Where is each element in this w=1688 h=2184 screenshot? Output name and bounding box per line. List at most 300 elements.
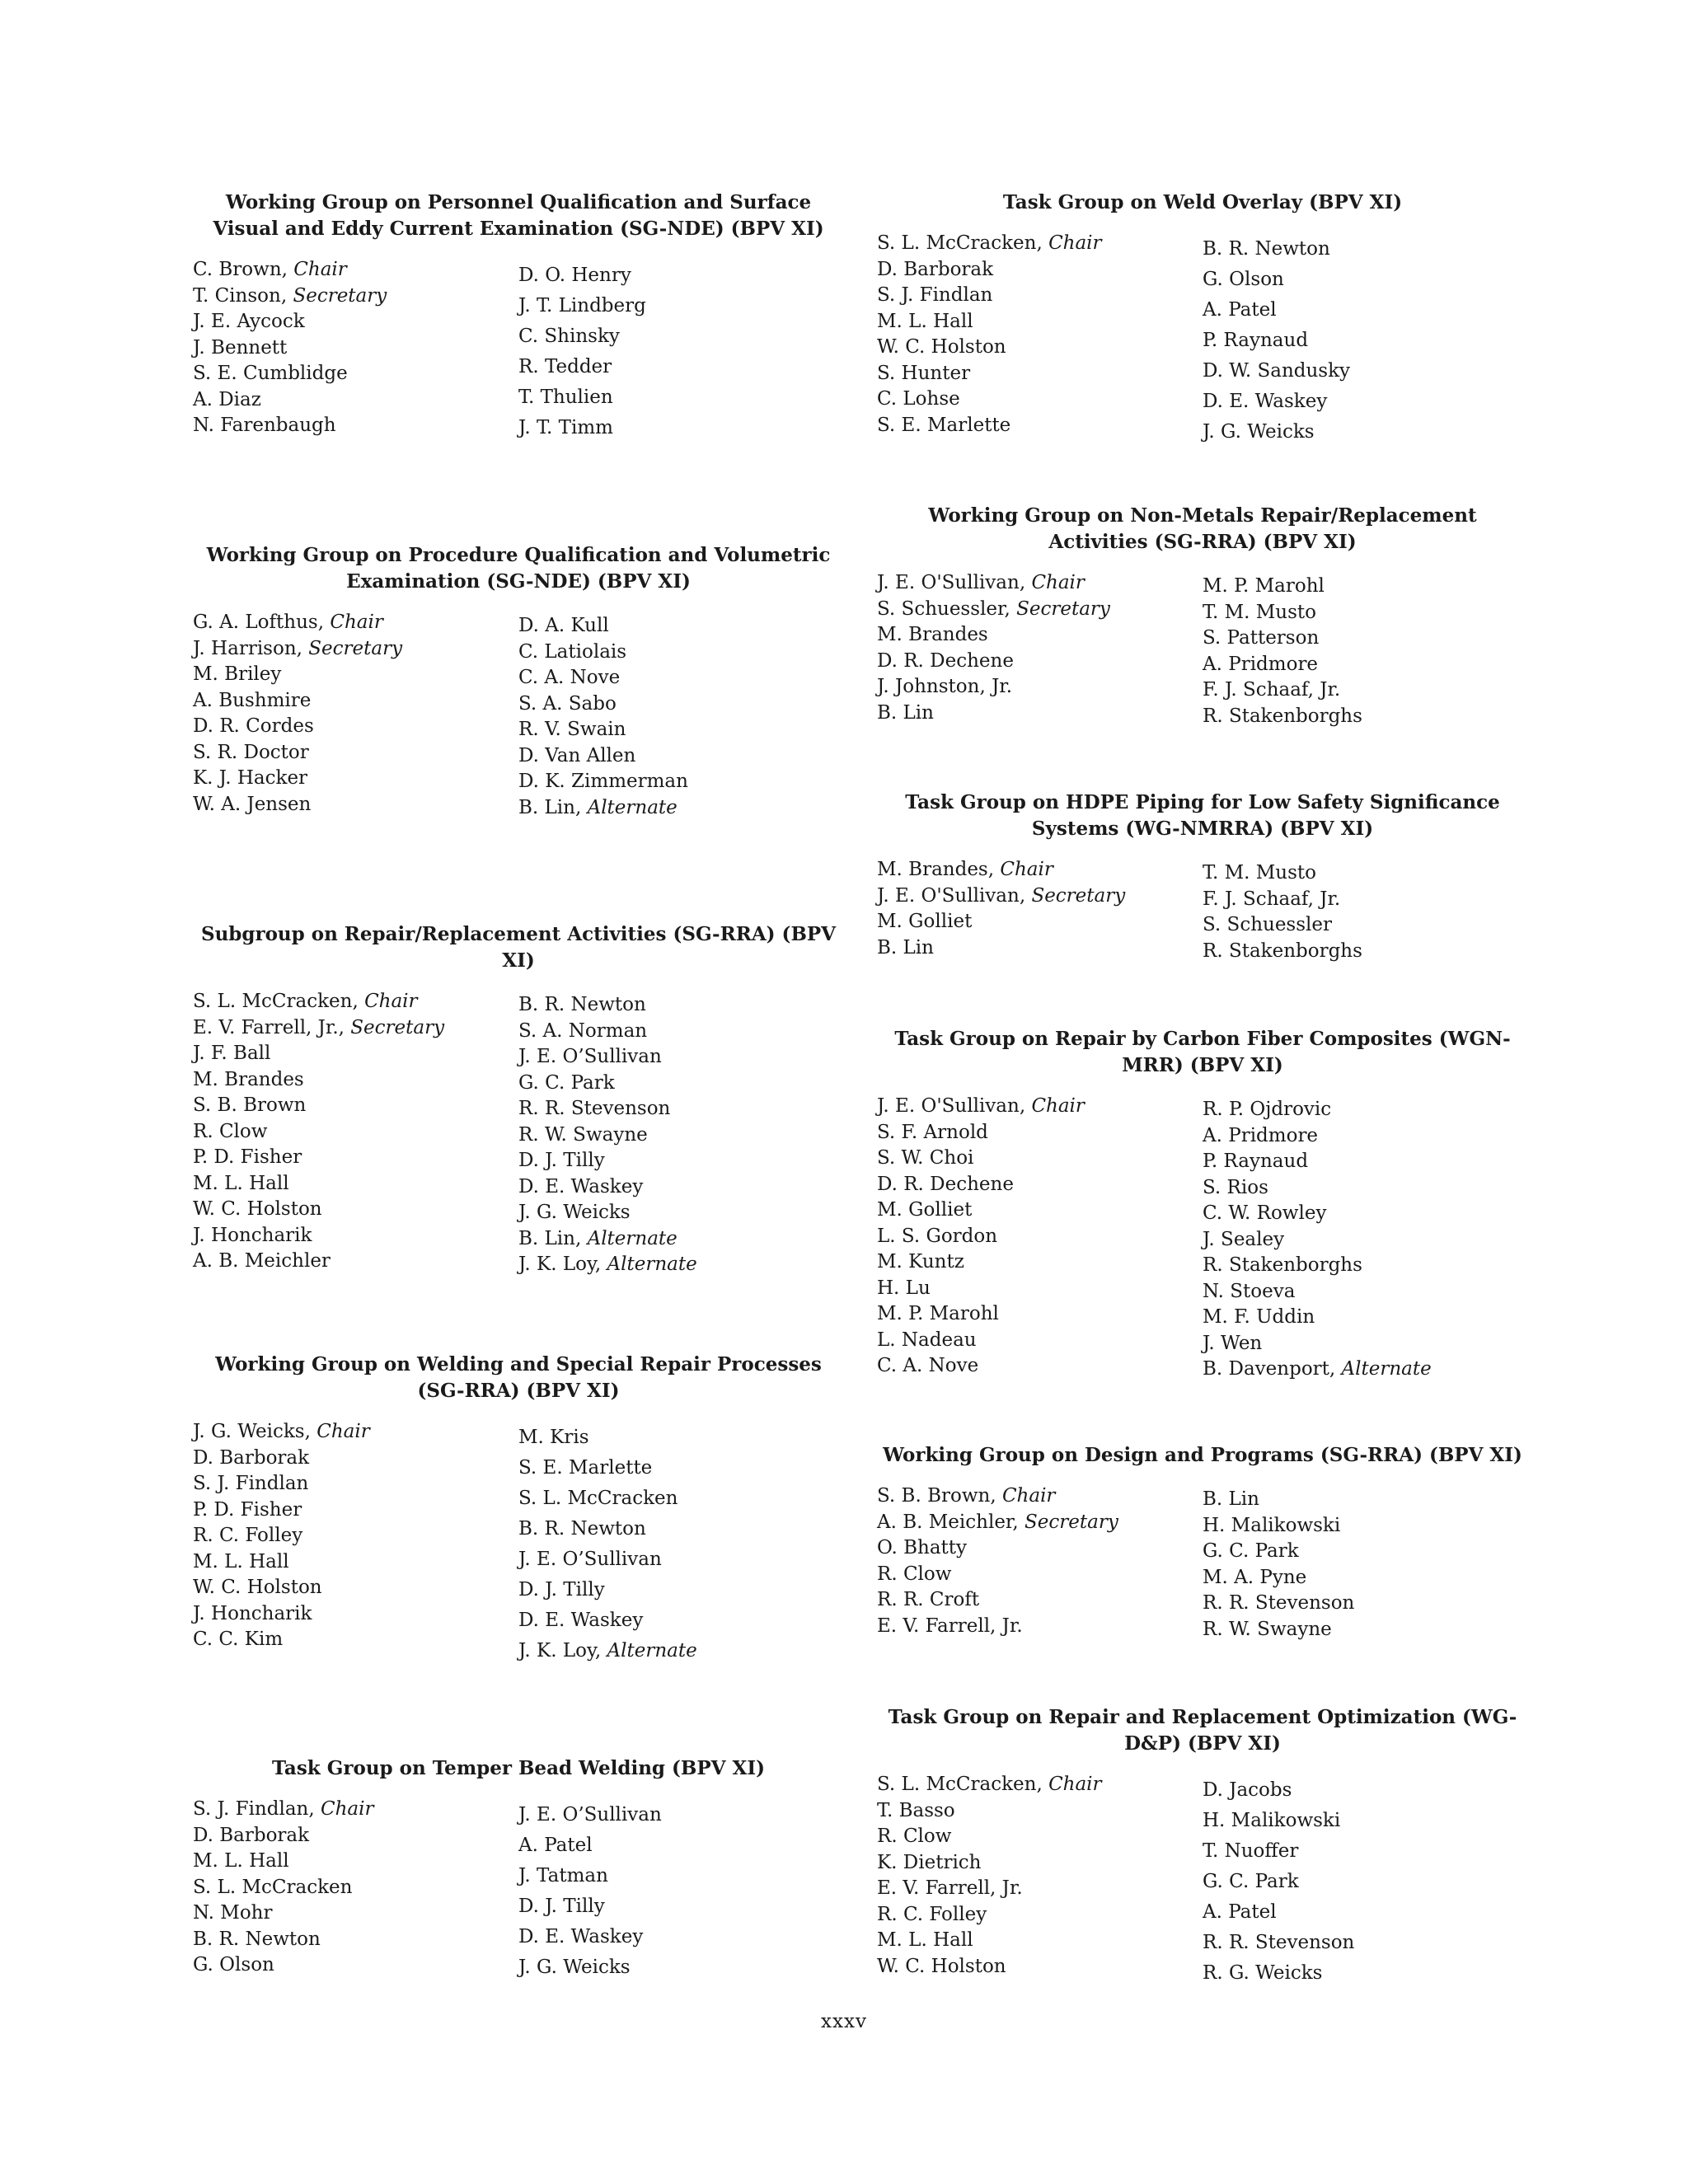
member-entry: [518, 1483, 844, 1514]
committee-section: [877, 503, 1528, 729]
member-entry: G. A. Lofthus, Chair: [193, 612, 383, 633]
member-name: D. Jacobs: [1203, 1779, 1292, 1801]
member-name: J. K. Loy: [518, 1254, 595, 1275]
section-title: Subgroup on Repair/Replacement Activities (SG-RRA) (BPV XI): [200, 923, 837, 972]
member-column-left: [877, 1772, 1203, 1989]
member-name: R. Clow: [193, 1120, 268, 1142]
member-entry: [193, 1446, 518, 1472]
member-entry: [1203, 1836, 1528, 1867]
member-entry: [1203, 417, 1528, 448]
member-entry: [877, 1954, 1203, 1980]
member-entry: [193, 1223, 518, 1249]
member-column-left: [193, 1419, 518, 1666]
member-entry: [877, 909, 1203, 935]
member-name: S. Schuessler: [877, 598, 1005, 620]
member-entry: [518, 1453, 844, 1483]
member-entry: [1203, 677, 1528, 704]
member-name: A. Patel: [518, 1835, 593, 1856]
member-columns: [877, 857, 1528, 964]
member-name: J. Honcharik: [193, 1224, 312, 1246]
member-entry: [1203, 295, 1528, 326]
member-entry: [518, 291, 844, 321]
member-name: R. R. Stevenson: [518, 1098, 671, 1119]
member-name: N. Mohr: [193, 1902, 273, 1924]
member-column-right: [1203, 1483, 1528, 1643]
section-title: Task Group on Weld Overlay (BPV XI): [1002, 191, 1403, 213]
member-entry: [518, 1044, 844, 1071]
member-entry: [1203, 265, 1528, 295]
member-entry: [518, 717, 844, 743]
member-entry: [193, 335, 518, 362]
member-entry: [518, 413, 844, 443]
committee-section: [193, 190, 844, 443]
member-name: J. G. Weicks: [518, 1202, 631, 1223]
member-name: J. Bennett: [193, 336, 288, 359]
member-entry: [193, 766, 518, 792]
member-name: D. E. Waskey: [518, 1926, 644, 1947]
member-name: S. E. Marlette: [518, 1457, 653, 1479]
member-name: R. C. Folley: [193, 1525, 303, 1546]
member-role: Chair: [1048, 232, 1102, 254]
member-name: J. K. Loy: [518, 1640, 595, 1661]
member-entry: [193, 1952, 518, 1979]
member-column-left: [193, 257, 518, 443]
member-name: J. Harrison: [193, 637, 297, 659]
member-entry: [518, 1922, 844, 1952]
member-entry: J. K. Loy, Alternate: [518, 1254, 697, 1275]
member-entry: [518, 665, 844, 691]
member-name: M. Brandes: [877, 624, 988, 645]
member-entry: [193, 714, 518, 740]
member-entry: [1203, 1617, 1528, 1643]
member-name: D. E. Waskey: [518, 1610, 644, 1631]
member-name: S. Schuessler: [1203, 914, 1333, 935]
member-name: T. M. Musto: [1203, 601, 1317, 623]
member-entry: [518, 769, 844, 795]
member-name: B. R. Newton: [193, 1928, 321, 1950]
member-name: W. C. Holston: [193, 1198, 322, 1220]
member-column-right: [1203, 857, 1528, 964]
member-role: Chair: [330, 612, 383, 633]
member-entry: [518, 1605, 844, 1636]
member-entry: C. Brown, Chair: [193, 259, 347, 280]
member-entry: S. Schuessler, Secretary: [877, 598, 1110, 620]
member-entry: [877, 649, 1203, 675]
member-name: R. W. Swayne: [518, 1123, 648, 1146]
member-name: P. D. Fisher: [193, 1146, 302, 1168]
member-name: T. M. Musto: [1203, 862, 1317, 883]
member-name: P. Raynaud: [1203, 330, 1309, 351]
member-entry: [518, 352, 844, 382]
member-entry: [1203, 1928, 1528, 1958]
member-entry: [518, 691, 844, 718]
member-name: M. A. Pyne: [1203, 1566, 1307, 1588]
member-columns: [877, 570, 1528, 729]
member-entry: B. Lin, Alternate: [518, 1227, 678, 1249]
member-entry: [1203, 704, 1528, 730]
member-entry: [1203, 1279, 1528, 1305]
member-entry: J. G. Weicks, Chair: [193, 1421, 370, 1442]
member-name: R. G. Weicks: [1203, 1962, 1323, 1984]
member-name: G. A. Lofthus: [193, 612, 318, 633]
member-entry: [1203, 1175, 1528, 1202]
member-name: J. G. Weicks: [193, 1421, 305, 1442]
member-entry: [877, 1328, 1203, 1354]
member-entry: [1203, 1305, 1528, 1331]
member-name: D. R. Dechene: [877, 649, 1014, 672]
member-entry: [1203, 1565, 1528, 1591]
member-name: J. Honcharik: [193, 1602, 312, 1624]
member-entry: [877, 1562, 1203, 1588]
member-entry: [877, 387, 1203, 413]
member-entry: [877, 257, 1203, 284]
member-column-left: [877, 857, 1203, 964]
member-entry: [1203, 1591, 1528, 1617]
member-entry: [193, 1549, 518, 1576]
member-name: N. Farenbaugh: [193, 415, 336, 436]
member-name: R. V. Swain: [518, 719, 626, 740]
member-columns: [193, 610, 844, 821]
member-entry: [193, 1823, 518, 1849]
member-name: R. R. Stevenson: [1203, 1592, 1355, 1614]
page-number: xxxv: [821, 2011, 867, 2032]
member-name: S. L. McCracken: [193, 1876, 353, 1898]
member-entry: [877, 935, 1203, 962]
member-columns: [193, 257, 844, 443]
member-entry: [877, 674, 1203, 701]
member-name: B. R. Newton: [1203, 238, 1330, 260]
member-column-left: [193, 610, 518, 821]
member-name: D. Van Allen: [518, 744, 636, 766]
member-name: C. A. Nove: [877, 1355, 979, 1376]
member-entry: [193, 740, 518, 766]
member-entry: [193, 1497, 518, 1524]
member-name: M. Briley: [193, 663, 282, 685]
section-title: Task Group on Repair by Carbon Fiber Composites (WGN-MRR) (BPV XI): [894, 1028, 1511, 1076]
member-name: S. L. McCracken: [877, 1774, 1037, 1795]
member-name: M. Brandes: [193, 1068, 304, 1090]
member-entry: [518, 1200, 844, 1226]
member-entry: E. V. Farrell, Jr., Secretary: [193, 1016, 445, 1038]
section-title: Task Group on Repair and Replacement Optimization (WG-D&P) (BPV XI): [888, 1706, 1517, 1755]
member-entry: [1203, 600, 1528, 626]
member-entry: [877, 1876, 1203, 1902]
member-entry: [1203, 939, 1528, 965]
member-entry: [877, 1172, 1203, 1198]
member-entry: [877, 1276, 1203, 1302]
member-role: Alternate: [587, 796, 678, 818]
member-entry: [1203, 1775, 1528, 1806]
member-name: R. Clow: [877, 1825, 952, 1847]
member-entry: [1203, 1201, 1528, 1227]
member-name: B. R. Newton: [518, 994, 646, 1015]
member-entry: [1203, 356, 1528, 387]
member-entry: [518, 382, 844, 413]
member-entry: [877, 1249, 1203, 1276]
member-entry: [1203, 234, 1528, 265]
member-entry: [518, 1830, 844, 1861]
member-name: A. Pridmore: [1203, 1124, 1319, 1146]
member-name: T. Basso: [877, 1799, 955, 1821]
member-role: Chair: [364, 991, 418, 1012]
member-name: C. W. Rowley: [1203, 1202, 1327, 1224]
member-entry: [518, 1122, 844, 1149]
member-role: Chair: [1000, 859, 1053, 880]
member-name: S. R. Doctor: [193, 741, 309, 763]
member-name: R. R. Croft: [877, 1589, 980, 1610]
member-entry: [193, 1249, 518, 1275]
member-name: J. E. O'Sullivan: [877, 1095, 1020, 1117]
member-name: D. W. Sandusky: [1203, 360, 1351, 382]
member-entry: [877, 1798, 1203, 1825]
member-name: R. Clow: [877, 1563, 952, 1585]
member-entry: [877, 1224, 1203, 1250]
member-name: T. Nuoffer: [1203, 1840, 1299, 1862]
member-entry: [1203, 1331, 1528, 1357]
member-entry: B. Lin, Alternate: [518, 796, 678, 818]
member-name: G. C. Park: [518, 1071, 615, 1094]
member-entry: [518, 1148, 844, 1174]
member-name: H. Malikowski: [1203, 1810, 1341, 1831]
member-entry: [877, 1614, 1203, 1640]
member-name: P. D. Fisher: [193, 1498, 302, 1521]
member-entry: [877, 1301, 1203, 1328]
member-entry: [1203, 1227, 1528, 1254]
committee-section: [193, 921, 844, 1278]
member-name: M. Kris: [518, 1427, 589, 1448]
member-entry: [877, 701, 1203, 727]
member-name: S. L. McCracken: [518, 1488, 678, 1509]
member-name: T. Thulien: [518, 387, 613, 408]
member-name: J. G. Weicks: [518, 1957, 631, 1978]
section-title: Task Group on HDPE Piping for Low Safety Significance Systems (WG-NMRRA) (BPV XI): [905, 791, 1500, 840]
member-name: J. E. O'Sullivan: [877, 884, 1020, 907]
member-entry: [518, 1575, 844, 1605]
member-entry: [877, 1120, 1203, 1146]
member-name: C. Lohse: [877, 388, 960, 410]
member-entry: [518, 1891, 844, 1922]
member-name: M. Golliet: [877, 911, 973, 932]
member-entry: S. L. McCracken, Chair: [877, 232, 1102, 254]
member-name: D. Barborak: [877, 258, 994, 280]
member-entry: T. Cinson, Secretary: [193, 284, 387, 307]
member-role: Alternate: [607, 1640, 697, 1661]
member-name: P. Raynaud: [1203, 1151, 1309, 1172]
member-entry: [518, 1071, 844, 1097]
member-name: J. T. Lindberg: [518, 295, 646, 316]
member-name: J. E. Aycock: [193, 311, 305, 332]
member-entry: [193, 1875, 518, 1901]
member-entry: M. Brandes, Chair: [877, 859, 1053, 880]
member-entry: [193, 1849, 518, 1875]
member-column-right: [1203, 231, 1528, 448]
member-role: Secretary: [293, 284, 387, 307]
member-entry: [877, 1902, 1203, 1929]
committee-section: [193, 542, 844, 821]
committee-section: [877, 1442, 1528, 1643]
member-entry: J. E. O'Sullivan, Secretary: [877, 884, 1126, 907]
member-name: J. Tatman: [518, 1865, 608, 1886]
member-column-left: [877, 570, 1203, 729]
member-name: B. Lin: [518, 1227, 575, 1249]
member-entry: [193, 1601, 518, 1628]
member-column-left: [877, 231, 1203, 448]
member-role: Chair: [1031, 1095, 1085, 1117]
member-column-right: [1203, 1094, 1528, 1383]
member-name: D. Barborak: [193, 1446, 310, 1469]
member-name: W. C. Holston: [877, 336, 1006, 358]
member-role: Chair: [293, 259, 347, 280]
member-entry: [193, 662, 518, 688]
member-entry: [518, 1800, 844, 1830]
member-entry: [877, 1353, 1203, 1380]
committee-section: [877, 1704, 1528, 1989]
member-entry: [193, 309, 518, 335]
member-entry: [877, 361, 1203, 387]
member-name: M. Golliet: [877, 1199, 973, 1221]
member-name: M. L. Hall: [193, 1550, 289, 1572]
member-name: M. L. Hall: [877, 310, 973, 332]
member-column-left: [193, 1797, 518, 1983]
member-role: Chair: [316, 1421, 370, 1442]
member-name: D. J. Tilly: [518, 1896, 605, 1917]
member-name: C. C. Kim: [193, 1629, 284, 1650]
member-entry: [518, 1952, 844, 1983]
member-name: A. Bushmire: [193, 689, 312, 711]
member-role: Alternate: [587, 1227, 678, 1249]
member-name: L. S. Gordon: [877, 1225, 998, 1247]
member-entry: [1203, 1806, 1528, 1836]
member-name: N. Stoeva: [1203, 1280, 1296, 1302]
member-role: Chair: [320, 1798, 374, 1820]
member-entry: A. B. Meichler, Secretary: [877, 1511, 1118, 1533]
member-column-left: [877, 1094, 1203, 1383]
member-entry: [1203, 1897, 1528, 1928]
member-entry: [193, 1627, 518, 1653]
member-entry: [1203, 1958, 1528, 1989]
member-columns: [877, 1094, 1528, 1383]
member-name: R. R. Stevenson: [1203, 1932, 1355, 1953]
member-entry: [518, 1861, 844, 1891]
member-name: S. B. Brown: [877, 1485, 991, 1507]
member-entry: [193, 361, 518, 387]
member-entry: [877, 413, 1203, 439]
member-name: J. E. O’Sullivan: [518, 1804, 662, 1825]
member-entry: [193, 1171, 518, 1197]
committee-section: [877, 790, 1528, 964]
member-entry: [1203, 326, 1528, 356]
member-column-right: [1203, 1772, 1528, 1989]
member-entry: [877, 1146, 1203, 1172]
member-name: A. B. Meichler: [193, 1250, 331, 1272]
member-name: S. E. Marlette: [877, 414, 1011, 436]
member-entry: B. Davenport, Alternate: [1203, 1358, 1432, 1380]
member-name: G. C. Park: [1203, 1871, 1299, 1892]
member-entry: [1203, 574, 1528, 600]
member-entry: J. E. O'Sullivan, Chair: [877, 572, 1085, 593]
member-name: D. R. Dechene: [877, 1173, 1014, 1195]
member-name: F. J. Schaaf, Jr.: [1203, 888, 1341, 910]
member-columns: [193, 1419, 844, 1666]
member-entry: J. K. Loy, Alternate: [518, 1640, 697, 1661]
member-name: J. Johnston, Jr.: [877, 676, 1013, 697]
member-name: S. B. Brown: [193, 1094, 307, 1116]
member-name: C. Brown: [193, 259, 282, 280]
member-name: S. A. Norman: [518, 1019, 648, 1042]
member-name: R. Stakenborghs: [1203, 705, 1362, 727]
member-name: C. Latiolais: [518, 640, 627, 663]
member-name: R. W. Swayne: [1203, 1618, 1332, 1640]
member-entry: [193, 1119, 518, 1146]
member-entry: [877, 283, 1203, 309]
member-name: J. E. O’Sullivan: [518, 1046, 662, 1067]
member-name: S. J. Findlan: [193, 1798, 309, 1820]
member-name: H. Lu: [877, 1277, 931, 1299]
member-entry: [1203, 1539, 1528, 1565]
member-name: D. A. Kull: [518, 615, 609, 636]
member-entry: [518, 640, 844, 666]
member-column-right: [518, 610, 844, 821]
member-entry: [518, 1174, 844, 1201]
section-title: Working Group on Procedure Qualification and Volumetric Examination (SG-NDE) (BPV XI): [206, 544, 831, 593]
member-name: B. Lin: [1203, 1488, 1259, 1510]
member-entry: [518, 1544, 844, 1575]
member-name: W. A. Jensen: [193, 793, 312, 815]
member-name: B. Davenport: [1203, 1358, 1329, 1380]
section-title: Working Group on Non-Metals Repair/Replacement Activities (SG-RRA) (BPV XI): [928, 504, 1477, 553]
member-name: D. J. Tilly: [518, 1579, 605, 1601]
member-name: C. A. Nove: [518, 667, 621, 688]
member-name: J. E. O’Sullivan: [518, 1549, 662, 1570]
member-name: M. P. Marohl: [1203, 575, 1325, 597]
member-column-right: [518, 1797, 844, 1983]
member-entry: [518, 613, 844, 640]
member-name: B. Lin: [877, 701, 934, 724]
member-name: B. Lin: [877, 936, 934, 958]
member-name: E. V. Farrell, Jr.: [193, 1016, 339, 1038]
section-title: Task Group on Temper Bead Welding (BPV XI): [272, 1757, 765, 1779]
member-name: S. J. Findlan: [877, 284, 993, 306]
member-name: D. E. Waskey: [1203, 391, 1328, 412]
member-name: S. L. McCracken: [877, 232, 1037, 254]
member-name: H. Malikowski: [1203, 1514, 1341, 1536]
member-entry: [518, 1422, 844, 1453]
member-entry: [1203, 860, 1528, 887]
member-entry: S. B. Brown, Chair: [877, 1485, 1056, 1507]
member-name: S. E. Cumblidge: [193, 363, 348, 384]
member-role: Secretary: [350, 1016, 445, 1038]
member-entry: [193, 413, 518, 439]
member-role: Chair: [1031, 572, 1085, 593]
member-role: Secretary: [1016, 598, 1110, 620]
member-name: J. T. Timm: [518, 417, 613, 438]
member-role: Secretary: [1031, 884, 1126, 907]
member-entry: [518, 743, 844, 770]
member-entry: [518, 1514, 844, 1544]
member-entry: [193, 1041, 518, 1067]
member-name: S. W. Choi: [877, 1147, 974, 1169]
member-entry: [1203, 387, 1528, 417]
member-name: C. Shinsky: [518, 326, 620, 347]
member-name: A. Patel: [1203, 1901, 1277, 1923]
member-name: M. Kuntz: [877, 1251, 964, 1272]
member-role: Secretary: [308, 637, 403, 659]
member-name: S. Patterson: [1203, 627, 1320, 649]
member-name: L. Nadeau: [877, 1329, 977, 1351]
member-entry: J. Harrison, Secretary: [193, 637, 403, 659]
member-entry: [877, 1535, 1203, 1562]
member-name: E. V. Farrell, Jr.: [877, 1615, 1023, 1637]
